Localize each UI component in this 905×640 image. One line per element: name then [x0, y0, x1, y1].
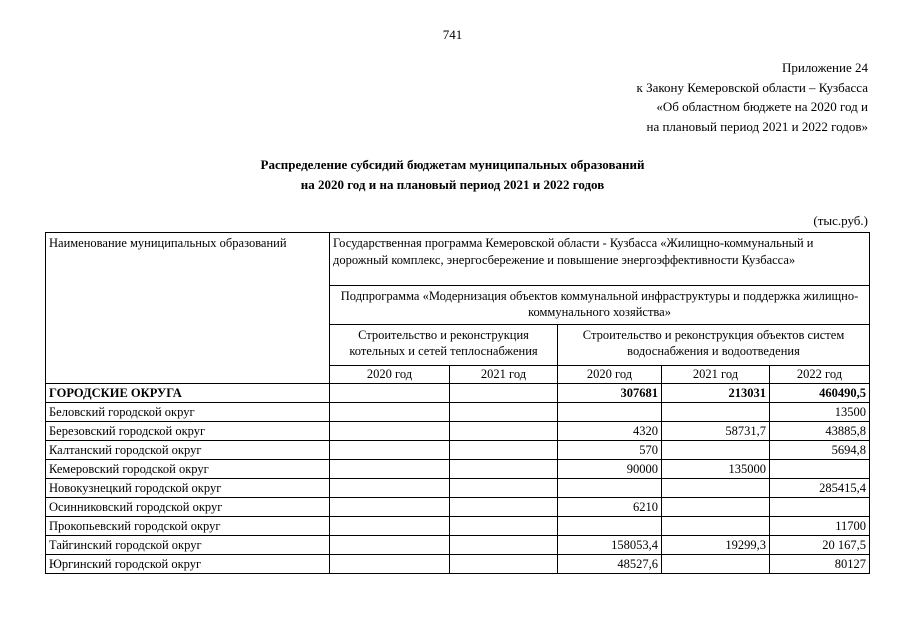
year-header: 2021 год — [450, 366, 558, 384]
municipality-name: Прокопьевский городской округ — [46, 517, 330, 536]
appendix-line-1: Приложение 24 — [781, 60, 868, 75]
value-cell — [450, 555, 558, 574]
program-header: Государственная программа Кемеровской области - Кузбасса «Жилищно-коммунальный и дорожный комплекс, энергосбережение и повышение энергоэффективности Кузбасса» — [330, 233, 870, 286]
table-row — [46, 479, 870, 498]
municipality-name: Осинниковский городской округ — [46, 498, 330, 517]
value-cell — [330, 555, 450, 574]
value-cell — [330, 498, 450, 517]
value-cell — [450, 403, 558, 422]
year-header: 2020 год — [558, 366, 662, 384]
value-cell — [450, 536, 558, 555]
value-cell — [662, 403, 770, 422]
table-row — [46, 517, 870, 536]
value-cell — [450, 479, 558, 498]
municipality-name: Тайгинский городской округ — [46, 536, 330, 555]
municipality-name: Калтанский городской округ — [46, 441, 330, 460]
year-header: 2021 год — [662, 366, 770, 384]
table-row — [46, 498, 870, 517]
value-cell: 460490,5 — [770, 384, 870, 403]
value-cell — [662, 479, 770, 498]
value-cell — [330, 517, 450, 536]
page-number: 741 — [442, 27, 463, 42]
value-cell — [770, 460, 870, 479]
appendix-line-4: на плановый период 2021 и 2022 годов» — [646, 118, 868, 134]
value-cell: 13500 — [770, 403, 870, 422]
value-cell — [450, 422, 558, 441]
year-header: 2020 год — [330, 366, 450, 384]
municipality-name: ГОРОДСКИЕ ОКРУГА — [46, 384, 330, 403]
value-cell — [450, 498, 558, 517]
table-row — [46, 422, 870, 441]
value-cell — [330, 441, 450, 460]
table-row — [46, 441, 870, 460]
value-cell — [558, 403, 662, 422]
document-title — [0, 155, 905, 194]
value-cell: 135000 — [662, 460, 770, 479]
municipality-name: Юргинский городской округ — [46, 555, 330, 574]
year-header: 2022 год — [770, 366, 870, 384]
group-water-header: Строительство и реконструкция объектов систем водоснабжения и водоотведения — [558, 325, 870, 366]
value-cell: 158053,4 — [558, 536, 662, 555]
value-cell — [330, 422, 450, 441]
value-cell — [770, 498, 870, 517]
appendix-header — [637, 58, 869, 136]
value-cell: 11700 — [770, 517, 870, 536]
value-cell: 90000 — [558, 460, 662, 479]
value-cell: 6210 — [558, 498, 662, 517]
value-cell — [330, 384, 450, 403]
value-cell — [558, 517, 662, 536]
value-cell: 570 — [558, 441, 662, 460]
value-cell: 4320 — [558, 422, 662, 441]
value-cell: 48527,6 — [558, 555, 662, 574]
value-cell: 20 167,5 — [770, 536, 870, 555]
value-cell: 5694,8 — [770, 441, 870, 460]
title-line-1: Распределение субсидий бюджетам муниципальных образований — [260, 157, 645, 172]
unit-label: (тыс.руб.) — [813, 213, 868, 228]
value-cell: 213031 — [662, 384, 770, 403]
value-cell — [450, 384, 558, 403]
municipality-name: Новокузнецкий городской округ — [46, 479, 330, 498]
value-cell — [662, 517, 770, 536]
value-cell: 43885,8 — [770, 422, 870, 441]
table-row — [46, 384, 870, 403]
value-cell — [450, 460, 558, 479]
value-cell — [330, 403, 450, 422]
value-cell — [450, 517, 558, 536]
subsidy-table — [45, 232, 870, 574]
value-cell — [450, 441, 558, 460]
value-cell — [558, 479, 662, 498]
appendix-line-3: «Об областном бюджете на 2020 год и — [656, 99, 868, 114]
table-row — [46, 403, 870, 422]
value-cell: 307681 — [558, 384, 662, 403]
value-cell — [662, 441, 770, 460]
value-cell — [330, 479, 450, 498]
municipality-name: Березовский городской округ — [46, 422, 330, 441]
value-cell: 285415,4 — [770, 479, 870, 498]
col-name-header: Наименование муниципальных образований — [46, 233, 330, 384]
municipality-name: Беловский городской округ — [46, 403, 330, 422]
table-row — [46, 536, 870, 555]
group-heating-header: Строительство и реконструкция котельных и сетей теплоснабжения — [330, 325, 558, 366]
value-cell: 19299,3 — [662, 536, 770, 555]
value-cell — [662, 555, 770, 574]
value-cell — [662, 498, 770, 517]
value-cell: 80127 — [770, 555, 870, 574]
appendix-line-2: к Закону Кемеровской области – Кузбасса — [636, 79, 868, 95]
table-row — [46, 460, 870, 479]
table-row — [46, 555, 870, 574]
title-line-2: на 2020 год и на плановый период 2021 и 2022 годов — [300, 176, 605, 192]
value-cell — [330, 460, 450, 479]
subprogram-header: Подпрограмма «Модернизация объектов коммунальной инфраструктуры и поддержка жилищно-коммунального хозяйства» — [330, 286, 870, 325]
value-cell: 58731,7 — [662, 422, 770, 441]
value-cell — [330, 536, 450, 555]
municipality-name: Кемеровский городской округ — [46, 460, 330, 479]
